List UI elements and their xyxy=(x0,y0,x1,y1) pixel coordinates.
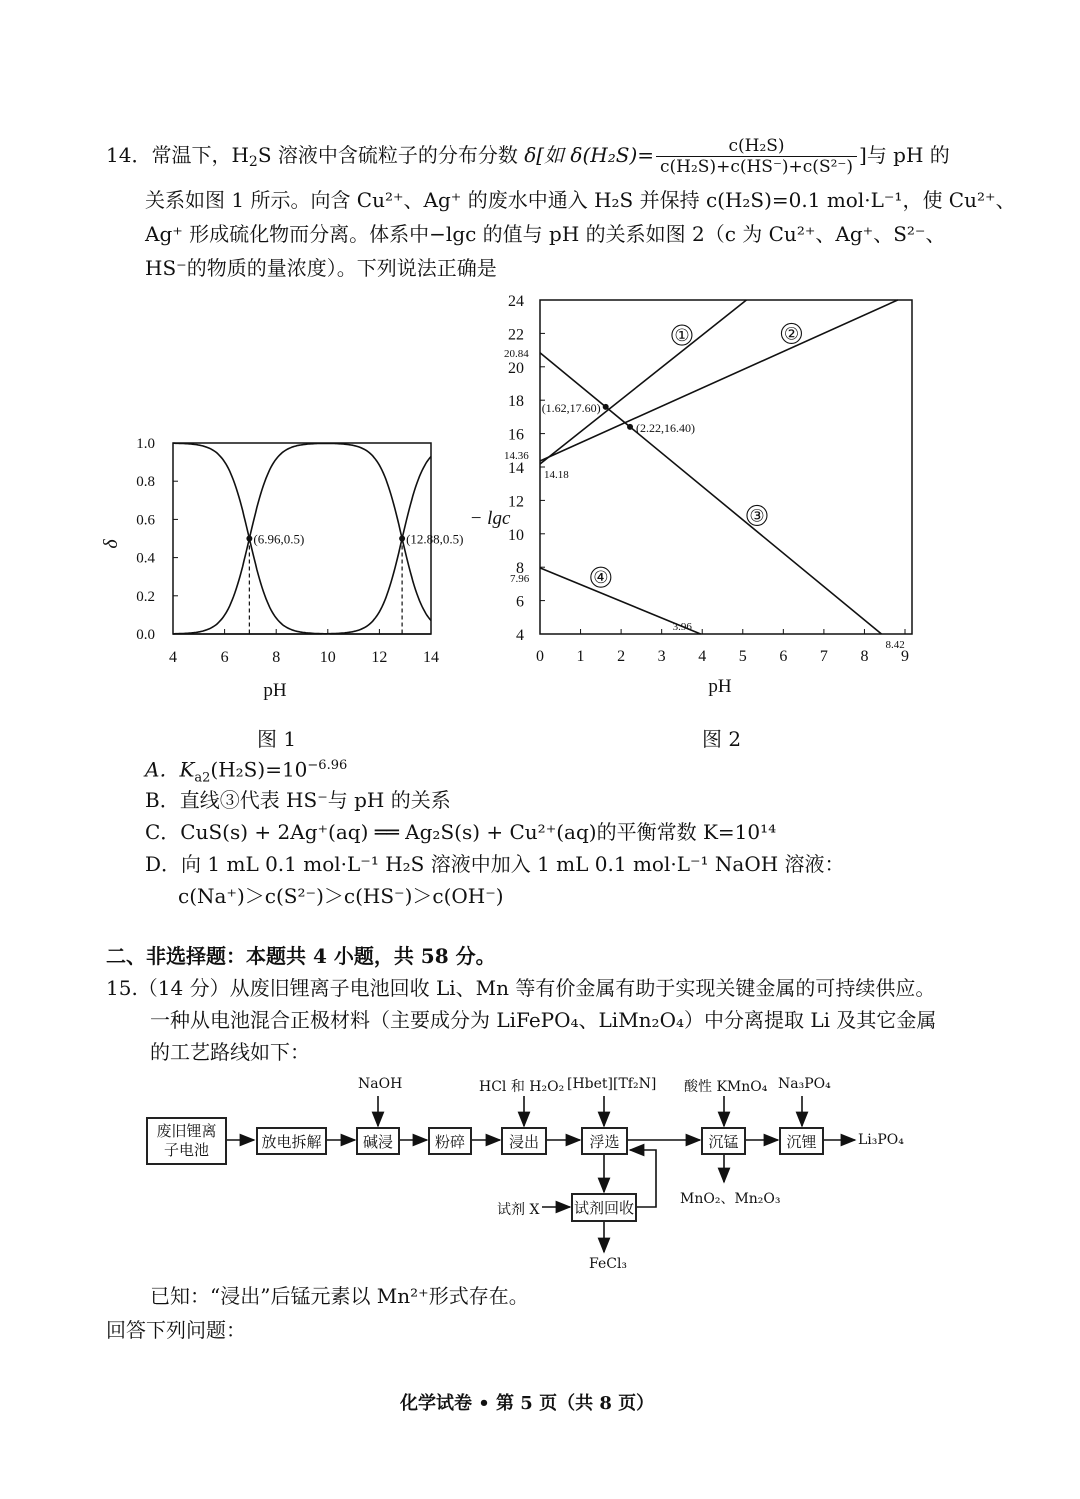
figure-1-caption: 图 1 xyxy=(257,727,297,751)
fig2-intersection-point xyxy=(627,424,633,430)
fig1-y-tick-label: 0.2 xyxy=(136,588,155,605)
box-crush: 粉碎 xyxy=(428,1127,472,1155)
q14-stem-line4: HS⁻的物质的量浓度）。下列说法正确是 xyxy=(145,256,497,280)
fig2-x-tick-label: 1 xyxy=(576,648,585,665)
q14-stem-line2: 关系如图 1 所示。向含 Cu²⁺、Ag⁺ 的废水中通入 H₂S 并保持 c(H₂S)=0.1 mol·L⁻¹，使 Cu²⁺、 xyxy=(145,188,1016,212)
q15-known-info: 已知：“浸出”后锰元素以 Mn²⁺形式存在。 xyxy=(150,1284,529,1308)
fig2-y-axis-label: − lgc xyxy=(469,508,511,529)
label-li3po4: Li₃PO₄ xyxy=(858,1132,904,1148)
q15-line3: 的工艺路线如下： xyxy=(150,1040,310,1064)
fig2-x-axis-label: pH xyxy=(708,676,732,697)
fig2-x-tick-label: 0 xyxy=(536,648,544,665)
q14-stem-line1 xyxy=(106,136,950,177)
fig2-y-tick-label: 14 xyxy=(508,460,524,477)
label-naoh: NaOH xyxy=(358,1076,403,1092)
fig1-x-tick-label: 6 xyxy=(220,649,229,666)
box-li-precipitation: 沉锂 xyxy=(779,1127,824,1155)
fig2-y-tick-label: 22 xyxy=(508,326,524,344)
box-flotation: 浮选 xyxy=(581,1127,628,1155)
figure-2-lgc-chart xyxy=(460,290,940,710)
q14-stem-line3: Ag⁺ 形成硫化物而分离。体系中−lgc 的值与 pH 的关系如图 2（c 为 Cu²⁺、Ag⁺、S²⁻、 xyxy=(145,222,946,246)
fig2-line-③ xyxy=(540,353,881,634)
q14-intro-sub2: 2 xyxy=(248,154,258,170)
label-na3po4: Na₃PO₄ xyxy=(778,1076,831,1092)
q15-line1: 15.（14 分）从废旧锂离子电池回收 Li、Mn 等有价金属有助于实现关键金属的可持续供应。 xyxy=(106,976,936,1000)
label-hbet-tf2n: [Hbet][Tf₂N] xyxy=(567,1076,657,1092)
fig1-y-tick-label: 0.4 xyxy=(136,550,155,567)
section-2-heading: 二、非选择题：本题共 4 小题，共 58 分。 xyxy=(106,944,496,968)
fig2-line-label: ④ xyxy=(593,568,609,588)
label-hcl-h2o2: HCl 和 H₂O₂ xyxy=(479,1079,565,1095)
fig2-y-tick-label: 20 xyxy=(508,359,524,377)
fig2-note-7-96: 7.96 xyxy=(510,572,530,585)
box-reagent-recovery: 试剂回收 xyxy=(571,1193,637,1222)
fig2-note-8-42: 8.42 xyxy=(885,639,905,651)
page-footer: 化学试卷 • 第 5 页（共 8 页） xyxy=(400,1393,655,1414)
fig1-y-axis-label: δ xyxy=(100,539,122,549)
option-d-line2: c(Na⁺)＞c(S²⁻)＞c(HS⁻)＞c(OH⁻) xyxy=(178,884,504,908)
figure-2-caption: 图 2 xyxy=(702,727,742,751)
option-d-line1: D．向 1 mL 0.1 mol·L⁻¹ H₂S 溶液中加入 1 mL 0.1 mol·L⁻¹ NaOH 溶液： xyxy=(145,852,845,876)
box-alkali-leach: 碱浸 xyxy=(356,1127,400,1155)
fig2-x-tick-label: 7 xyxy=(819,648,828,665)
box-waste-battery xyxy=(146,1117,227,1165)
option-a-label: A．K xyxy=(145,757,195,782)
fig2-y-tick-label: 4 xyxy=(516,627,524,644)
fig2-y-tick-label: 10 xyxy=(508,526,524,544)
figure-1-distribution-chart xyxy=(95,420,495,720)
fig1-y-tick-label: 0.0 xyxy=(136,627,155,643)
fig2-note-3-96: 3.96 xyxy=(672,621,692,633)
fig2-line-label: ① xyxy=(674,326,690,346)
option-b: B．直线③代表 HS⁻与 pH 的关系 xyxy=(145,788,451,812)
box-discharge: 放电拆解 xyxy=(256,1127,327,1155)
fig1-x-tick-label: 8 xyxy=(272,649,281,666)
label-reagent-x: 试剂 X xyxy=(497,1202,540,1218)
label-fecl3: FeCl₃ xyxy=(589,1256,628,1272)
fig2-x-tick-label: 8 xyxy=(860,648,869,665)
fig1-crossing-point xyxy=(246,536,252,542)
label-acidic-kmno4: 酸性 KMnO₄ xyxy=(684,1079,768,1095)
fig2-line-label: ② xyxy=(783,324,800,344)
fig2-y-tick-label: 8 xyxy=(516,560,524,578)
fig2-intersection-point xyxy=(603,404,609,410)
q15-line2: 一种从电池混合正极材料（主要成分为 LiFePO₄、LiMn₂O₄）中分离提取 Li 及其它金属 xyxy=(150,1008,937,1032)
fig2-x-tick-label: 2 xyxy=(617,648,626,665)
label-mno2-mn2o3: MnO₂、Mn₂O₃ xyxy=(680,1191,781,1207)
arrow-reagent-recycle xyxy=(630,1150,656,1207)
box-waste-line2: 子电池 xyxy=(163,1141,209,1159)
fig2-x-tick-label: 3 xyxy=(657,648,666,665)
fig1-x-axis-label: pH xyxy=(263,680,287,701)
fig2-x-tick-label: 9 xyxy=(901,648,909,665)
q14-delta-expr: δ[如 δ(H₂S)= xyxy=(524,143,654,167)
fig2-note-20-84: 20.84 xyxy=(504,347,529,360)
fraction-numerator: c(H₂S) xyxy=(656,136,857,157)
fig2-y-tick-label: 12 xyxy=(508,493,524,511)
fig2-line-② xyxy=(540,300,898,461)
option-a-rest: (H₂S)=10 xyxy=(210,757,308,782)
option-a-sup: −6.96 xyxy=(307,758,348,773)
fig1-x-tick-label: 10 xyxy=(319,649,336,666)
fig2-point-label: (1.62,17.60) xyxy=(541,400,601,415)
fig1-point-label: (12.88,0.5) xyxy=(406,531,464,547)
q14-intro-end: ]与 pH 的 xyxy=(859,143,950,167)
q14-intro-b: S 溶液中含硫粒子的分布分数 xyxy=(257,143,525,167)
fig1-x-tick-label: 4 xyxy=(169,649,177,666)
q14-intro-a: 14．常温下，H xyxy=(106,143,249,167)
fig2-y-tick-label: 16 xyxy=(508,426,524,444)
fraction-denominator: c(H₂S)+c(HS⁻)+c(S²⁻) xyxy=(660,157,854,177)
option-a-sub: a2 xyxy=(194,770,211,786)
box-leach: 浸出 xyxy=(501,1127,547,1155)
box-waste-line1: 废旧锂离 xyxy=(156,1122,217,1140)
fig1-y-tick-label: 0.6 xyxy=(136,512,155,529)
fig1-point-label: (6.96,0.5) xyxy=(253,531,305,547)
fig1-x-tick-label: 14 xyxy=(423,649,439,666)
fig2-y-tick-label: 24 xyxy=(508,293,524,310)
q15-answer-prompt: 回答下列问题： xyxy=(106,1318,246,1342)
fig2-x-tick-label: 5 xyxy=(738,648,747,665)
box-mn-precipitation: 沉锰 xyxy=(701,1127,746,1155)
fig2-line-label: ③ xyxy=(749,506,765,526)
fig1-crossing-point xyxy=(399,536,405,542)
fig1-x-tick-label: 12 xyxy=(371,649,388,666)
fig2-point-label: (2.22,16.40) xyxy=(636,420,696,435)
fig1-y-tick-label: 1.0 xyxy=(136,436,155,452)
fig2-note-14-18: 14.18 xyxy=(544,468,569,481)
fig1-y-tick-label: 0.8 xyxy=(136,474,155,491)
fig2-y-tick-label: 6 xyxy=(516,593,524,611)
fig2-note-14-36: 14.36 xyxy=(504,449,529,462)
fig2-y-tick-label: 18 xyxy=(508,393,524,411)
distribution-fraction xyxy=(656,136,857,177)
fig2-x-tick-label: 4 xyxy=(698,648,707,665)
fig2-x-tick-label: 6 xyxy=(779,648,788,665)
option-c: C．CuS(s) + 2Ag⁺(aq) ══ Ag₂S(s) + Cu²⁺(aq)的平衡常数 K=10¹⁴ xyxy=(145,820,777,844)
